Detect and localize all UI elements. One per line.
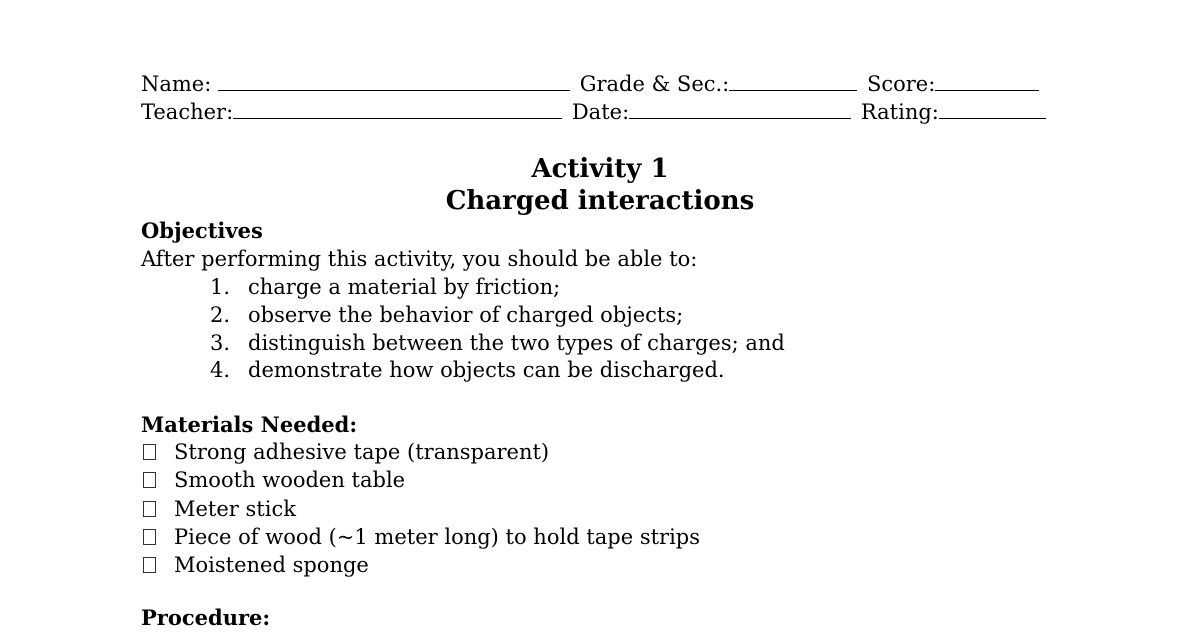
activity-subtitle: Charged interactions	[445, 186, 755, 216]
material-item: Strong adhesive tape (transparent)	[141, 438, 700, 466]
material-item: Smooth wooden table	[141, 466, 700, 494]
material-item: Moistened sponge	[141, 551, 700, 579]
objective-item: 3. distinguish between the two types of charges; and	[210, 330, 785, 355]
material-item: Meter stick	[141, 495, 700, 523]
procedure-heading: Procedure:	[141, 605, 271, 630]
checkbox-icon	[143, 529, 156, 545]
objective-item: 2. observe the behavior of charged objects;	[210, 302, 684, 327]
header-row-1	[141, 70, 1039, 98]
materials-heading: Materials Needed:	[141, 412, 358, 437]
grade-blank[interactable]	[729, 72, 857, 91]
rating-label: Rating:	[860, 100, 939, 124]
name-blank[interactable]	[218, 72, 570, 91]
header-row-2	[141, 98, 1046, 126]
checkbox-icon	[143, 472, 156, 488]
materials-list	[141, 438, 700, 579]
checkbox-icon	[143, 501, 156, 517]
objectives-heading: Objectives	[141, 218, 263, 243]
grade-label: Grade & Sec.:	[579, 72, 730, 96]
objectives-intro: After performing this activity, you should be able to:	[141, 247, 698, 271]
date-blank[interactable]	[629, 100, 851, 119]
name-label: Name:	[141, 72, 218, 96]
score-blank[interactable]	[935, 72, 1039, 91]
checkbox-icon	[143, 444, 156, 460]
teacher-blank[interactable]	[233, 100, 562, 119]
objective-item: 1. charge a material by friction;	[210, 275, 561, 299]
material-item: Piece of wood (~1 meter long) to hold tape strips	[141, 523, 700, 551]
rating-blank[interactable]	[939, 100, 1046, 119]
checkbox-icon	[143, 557, 156, 573]
score-label: Score:	[866, 72, 936, 96]
objectives-list	[210, 273, 785, 384]
activity-title: Activity 1	[531, 154, 669, 184]
teacher-label: Teacher:	[141, 100, 234, 124]
date-label: Date:	[571, 100, 630, 124]
objective-item: 4. demonstrate how objects can be discharged.	[210, 358, 725, 383]
